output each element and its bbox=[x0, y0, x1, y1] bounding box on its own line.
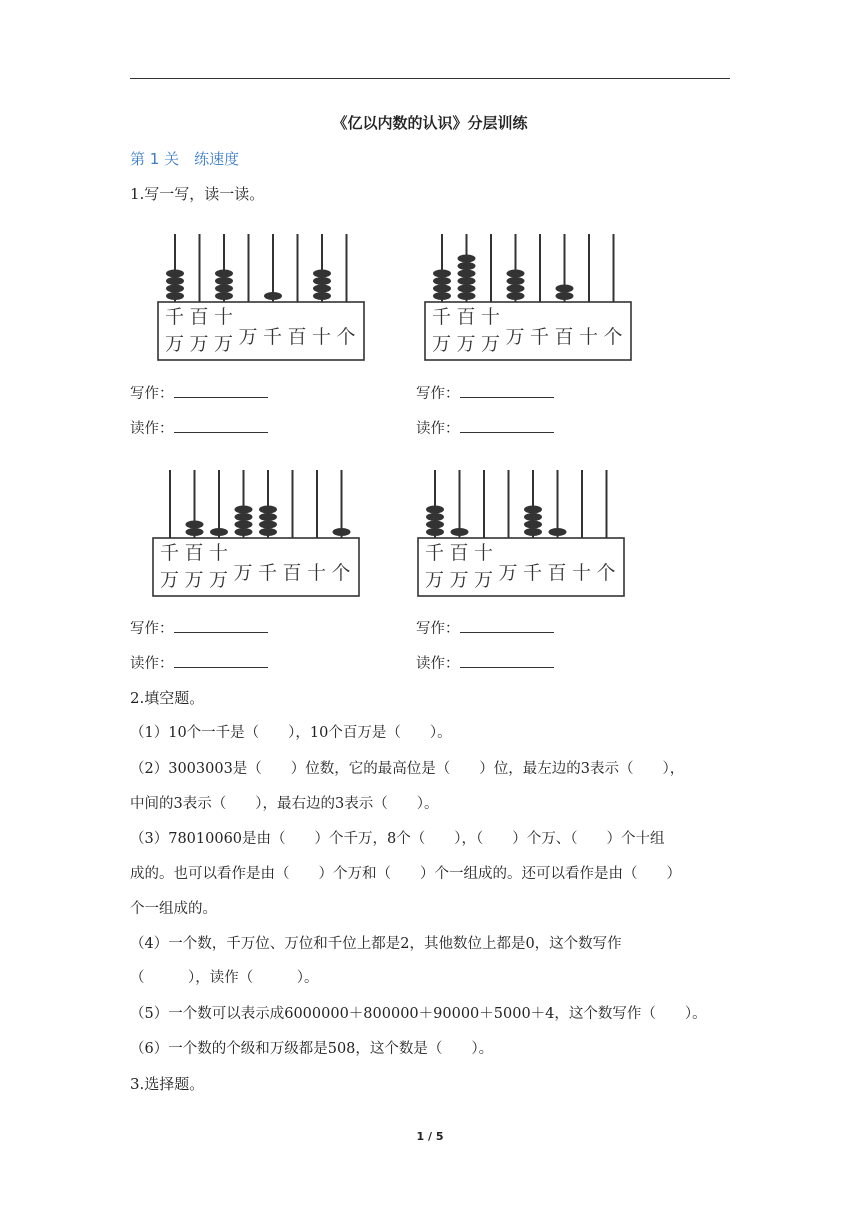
place-label-bottom: 万 bbox=[214, 333, 234, 355]
abacus-bead bbox=[458, 255, 476, 263]
place-label-top: 千 bbox=[432, 306, 452, 328]
read-row-1 bbox=[130, 418, 268, 439]
place-label-bottom: 万 bbox=[505, 326, 525, 348]
write-label: 写作： bbox=[416, 621, 460, 637]
place-label-top: 十 bbox=[214, 306, 234, 328]
q2-line: （ ），读作（ ）。 bbox=[130, 970, 319, 986]
place-label-bottom: 万 bbox=[432, 333, 452, 355]
place-label-top: 百 bbox=[184, 542, 204, 564]
place-label-top: 千 bbox=[160, 542, 180, 564]
abacus-bead bbox=[235, 506, 253, 514]
q2-line: 成的。也可以看作是由（ ）个万和（ ）个一组成的。还可以看作是由（ ） bbox=[130, 866, 681, 882]
place-label-top: 百 bbox=[449, 542, 469, 564]
abacus-bead bbox=[235, 521, 253, 529]
answer-blank[interactable] bbox=[174, 418, 268, 433]
place-label-bottom: 万 bbox=[425, 569, 445, 591]
answer-blank[interactable] bbox=[174, 383, 268, 398]
abacus-4 bbox=[415, 468, 627, 600]
place-label-bottom: 千 bbox=[530, 326, 550, 348]
abacus-bead bbox=[433, 277, 451, 285]
abacus-bead bbox=[215, 277, 233, 285]
abacus-bead bbox=[524, 521, 542, 529]
abacus-bead bbox=[210, 528, 228, 536]
place-label-bottom: 百 bbox=[287, 326, 307, 348]
abacus-bead bbox=[458, 270, 476, 278]
write-row-3 bbox=[130, 618, 268, 639]
abacus-bead bbox=[458, 292, 476, 300]
abacus-2 bbox=[422, 232, 634, 364]
place-label-bottom: 万 bbox=[165, 333, 185, 355]
answer-blank[interactable] bbox=[174, 618, 268, 633]
abacus-bead bbox=[215, 285, 233, 293]
place-label-bottom: 万 bbox=[474, 569, 494, 591]
read-row-2 bbox=[416, 418, 554, 439]
abacus-bead bbox=[458, 262, 476, 270]
question-3-heading: 3.选择题。 bbox=[130, 1075, 205, 1093]
abacus-bead bbox=[186, 528, 204, 536]
abacus-bead bbox=[313, 270, 331, 278]
header-rule bbox=[130, 78, 730, 79]
question-2-heading: 2.填空题。 bbox=[130, 689, 205, 707]
read-label: 读作： bbox=[130, 656, 174, 672]
place-label-bottom: 十 bbox=[307, 562, 327, 584]
write-row-2 bbox=[416, 383, 554, 404]
abacus-bead bbox=[259, 528, 277, 536]
answer-blank[interactable] bbox=[460, 418, 554, 433]
read-label: 读作： bbox=[130, 421, 174, 437]
write-label: 写作： bbox=[130, 621, 174, 637]
abacus-bead bbox=[186, 521, 204, 529]
abacus-bead bbox=[458, 285, 476, 293]
abacus-bead bbox=[556, 285, 574, 293]
answer-blank[interactable] bbox=[174, 653, 268, 668]
place-label-bottom: 百 bbox=[554, 326, 574, 348]
abacus-bead bbox=[426, 513, 444, 521]
abacus-bead bbox=[556, 292, 574, 300]
place-label-bottom: 千 bbox=[258, 562, 278, 584]
read-label: 读作： bbox=[416, 421, 460, 437]
q2-line: （4）一个数，千万位、万位和千位上都是2，其他数位上都是0，这个数写作 bbox=[130, 936, 622, 952]
place-label-bottom: 个 bbox=[603, 326, 623, 348]
write-label: 写作： bbox=[416, 386, 460, 402]
abacus-bead bbox=[235, 513, 253, 521]
abacus-bead bbox=[235, 528, 253, 536]
abacus-bead bbox=[433, 292, 451, 300]
abacus-bead bbox=[433, 270, 451, 278]
place-label-top: 十 bbox=[481, 306, 501, 328]
place-label-bottom: 万 bbox=[481, 333, 501, 355]
place-label-bottom: 百 bbox=[282, 562, 302, 584]
place-label-top: 十 bbox=[474, 542, 494, 564]
place-label-top: 十 bbox=[209, 542, 229, 564]
read-row-4 bbox=[416, 653, 554, 674]
q2-line: （2）3003003是（ ）位数，它的最高位是（ ）位，最左边的3表示（ ）， bbox=[130, 761, 685, 777]
abacus-1 bbox=[155, 232, 367, 364]
abacus-bead bbox=[458, 277, 476, 285]
q2-line: （1）10个一千是（ ），10个百万是（ ）。 bbox=[130, 725, 452, 741]
place-label-bottom: 个 bbox=[596, 562, 616, 584]
abacus-bead bbox=[259, 513, 277, 521]
abacus-bead bbox=[259, 521, 277, 529]
abacus-bead bbox=[524, 528, 542, 536]
abacus-bead bbox=[507, 292, 525, 300]
abacus-bead bbox=[313, 292, 331, 300]
answer-blank[interactable] bbox=[460, 618, 554, 633]
place-label-bottom: 十 bbox=[312, 326, 332, 348]
question-1-heading: 1.写一写，读一读。 bbox=[130, 185, 265, 203]
q2-line: 中间的3表示（ ），最右边的3表示（ ）。 bbox=[130, 796, 439, 812]
abacus-bead bbox=[166, 292, 184, 300]
section-heading: 第 1 关 练速度 bbox=[130, 150, 240, 168]
abacus-bead bbox=[507, 285, 525, 293]
abacus-bead bbox=[524, 513, 542, 521]
read-row-3 bbox=[130, 653, 268, 674]
abacus-bead bbox=[166, 277, 184, 285]
abacus-bead bbox=[524, 506, 542, 514]
q2-line: （6）一个数的个级和万级都是508，这个数是（ ）。 bbox=[130, 1041, 494, 1057]
place-label-bottom: 万 bbox=[189, 333, 209, 355]
abacus-bead bbox=[166, 285, 184, 293]
place-label-top: 百 bbox=[189, 306, 209, 328]
write-row-4 bbox=[416, 618, 554, 639]
abacus-bead bbox=[507, 277, 525, 285]
q2-line: （5）一个数可以表示成6000000＋800000＋90000＋5000＋4，这个数写作（ ）。 bbox=[130, 1006, 707, 1022]
place-label-top: 百 bbox=[456, 306, 476, 328]
answer-blank[interactable] bbox=[460, 653, 554, 668]
place-label-bottom: 万 bbox=[449, 569, 469, 591]
abacus-bead bbox=[426, 521, 444, 529]
write-label: 写作： bbox=[130, 386, 174, 402]
place-label-bottom: 个 bbox=[336, 326, 356, 348]
abacus-bead bbox=[451, 528, 469, 536]
abacus-bead bbox=[313, 277, 331, 285]
abacus-bead bbox=[426, 506, 444, 514]
place-label-bottom: 万 bbox=[209, 569, 229, 591]
place-label-top: 千 bbox=[165, 306, 185, 328]
abacus-bead bbox=[507, 270, 525, 278]
abacus-bead bbox=[333, 528, 351, 536]
place-label-bottom: 万 bbox=[233, 562, 253, 584]
abacus-bead bbox=[215, 292, 233, 300]
abacus-bead bbox=[166, 270, 184, 278]
place-label-bottom: 万 bbox=[160, 569, 180, 591]
place-label-bottom: 千 bbox=[523, 562, 543, 584]
page-title: 《亿以内数的认识》分层训练 bbox=[332, 114, 528, 132]
abacus-bead bbox=[313, 285, 331, 293]
place-label-bottom: 万 bbox=[498, 562, 518, 584]
place-label-bottom: 百 bbox=[547, 562, 567, 584]
place-label-bottom: 万 bbox=[238, 326, 258, 348]
read-label: 读作： bbox=[416, 656, 460, 672]
abacus-3 bbox=[150, 468, 362, 600]
place-label-bottom: 万 bbox=[184, 569, 204, 591]
place-label-bottom: 个 bbox=[331, 562, 351, 584]
place-label-bottom: 万 bbox=[456, 333, 476, 355]
page-number: 1 / 5 bbox=[416, 1130, 444, 1143]
q2-line: 个一组成的。 bbox=[130, 901, 217, 917]
abacus-bead bbox=[549, 528, 567, 536]
place-label-bottom: 十 bbox=[579, 326, 599, 348]
place-label-bottom: 十 bbox=[572, 562, 592, 584]
write-row-1 bbox=[130, 383, 268, 404]
answer-blank[interactable] bbox=[460, 383, 554, 398]
abacus-bead bbox=[264, 292, 282, 300]
abacus-bead bbox=[215, 270, 233, 278]
abacus-bead bbox=[433, 285, 451, 293]
abacus-bead bbox=[259, 506, 277, 514]
place-label-bottom: 千 bbox=[263, 326, 283, 348]
q2-line: （3）78010060是由（ ）个千万，8个（ ），（ ）个万、（ ）个十组 bbox=[130, 831, 665, 847]
place-label-top: 千 bbox=[425, 542, 445, 564]
abacus-bead bbox=[426, 528, 444, 536]
